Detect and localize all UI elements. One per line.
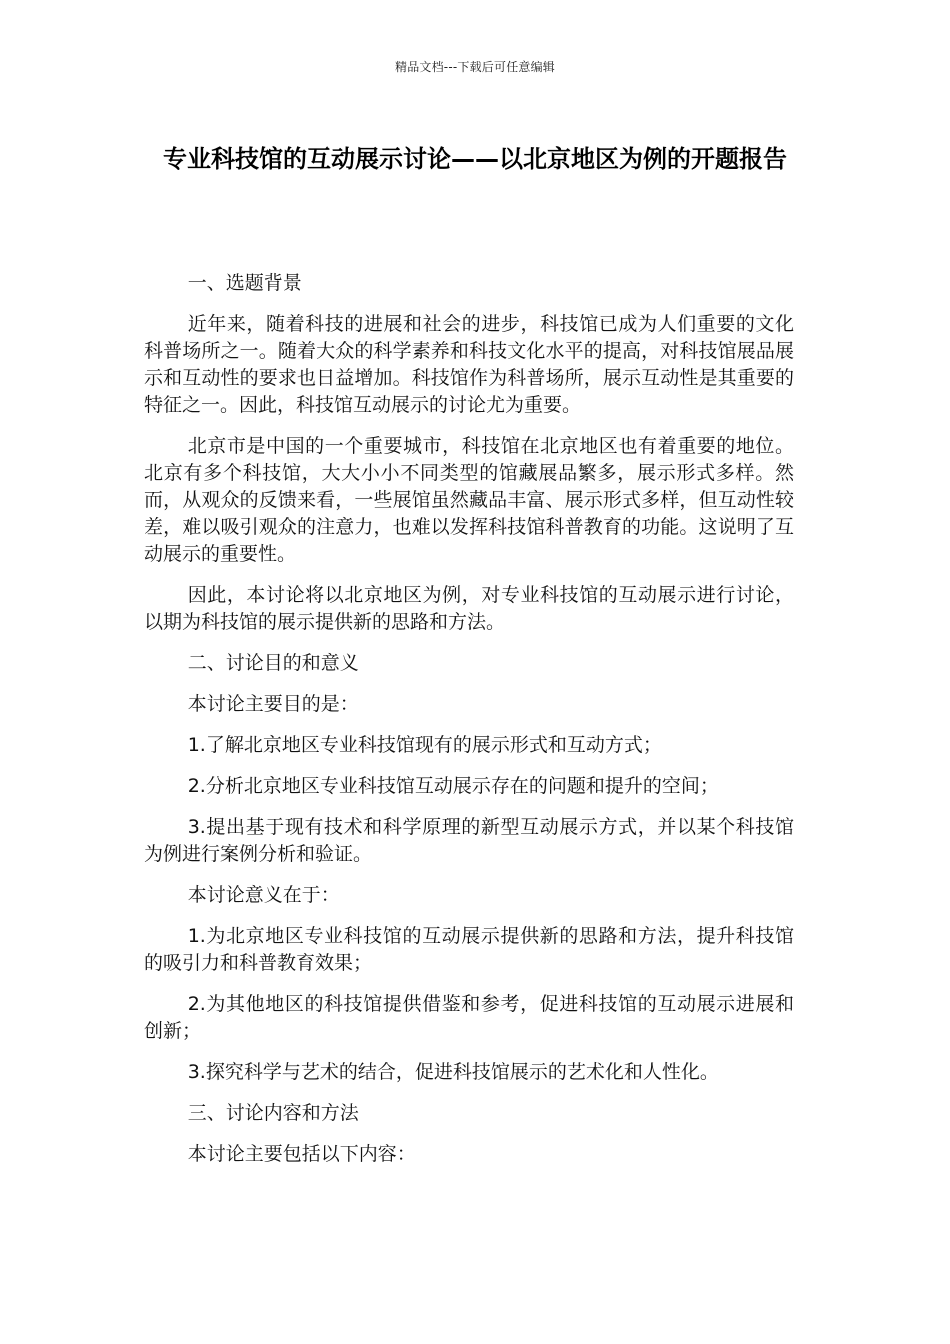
list-item-significance-1: 1.为北京地区专业科技馆的互动展示提供新的思路和方法，提升科技馆的吸引力和科普教育效果； (144, 925, 794, 974)
list-item-purpose-1: 1.了解北京地区专业科技馆现有的展示形式和互动方式； (187, 734, 662, 756)
header-note: 精品文档---下载后可任意编辑 (395, 60, 555, 74)
document-body (144, 270, 794, 1182)
paragraph-background-2: 北京市是中国的一个重要城市，科技馆在北京地区也有着重要的地位。北京有多个科技馆，大大小小不同类型的馆藏展品繁多，展示形式多样。然而，从观众的反馈来看，一些展馆虽然藏品丰富、展示形式多样，但互动性较差，难以吸引观众的注意力，也难以发挥科技馆科普教育的功能。这说明了互动展示的重要性。 (144, 435, 794, 565)
paragraph-significance-intro: 本讨论意义在于： (187, 884, 340, 906)
list-item-significance-3: 3.探究科学与艺术的结合，促进科技馆展示的艺术化和人性化。 (187, 1061, 719, 1083)
paragraph-background-3: 因此，本讨论将以北京地区为例，对专业科技馆的互动展示进行讨论，以期为科技馆的展示提供新的思路和方法。 (144, 584, 794, 633)
list-item-purpose-2: 2.分析北京地区专业科技馆互动展示存在的问题和提升的空间； (187, 775, 719, 797)
list-item-significance-2: 2.为其他地区的科技馆提供借鉴和参考，促进科技馆的互动展示进展和创新； (144, 993, 794, 1042)
section-heading-background: 一、选题背景 (187, 272, 302, 294)
section-heading-content-method: 三、讨论内容和方法 (187, 1102, 359, 1124)
list-item-purpose-3: 3.提出基于现有技术和科学原理的新型互动展示方式，并以某个科技馆为例进行案例分析和验证。 (144, 816, 794, 865)
paragraph-purpose-intro: 本讨论主要目的是： (187, 693, 359, 715)
paragraph-background-1: 近年来，随着科技的进展和社会的进步，科技馆已成为人们重要的文化科普场所之一。随着大众的科学素养和科技文化水平的提高，对科技馆展品展示和互动性的要求也日益增加。科技馆作为科普场所，展示互动性是其重要的特征之一。因此，科技馆互动展示的讨论尤为重要。 (144, 313, 794, 416)
section-heading-purpose: 二、讨论目的和意义 (187, 652, 359, 674)
paragraph-content-intro: 本讨论主要包括以下内容： (187, 1143, 416, 1165)
document-title: 专业科技馆的互动展示讨论——以北京地区为例的开题报告 (163, 145, 787, 173)
